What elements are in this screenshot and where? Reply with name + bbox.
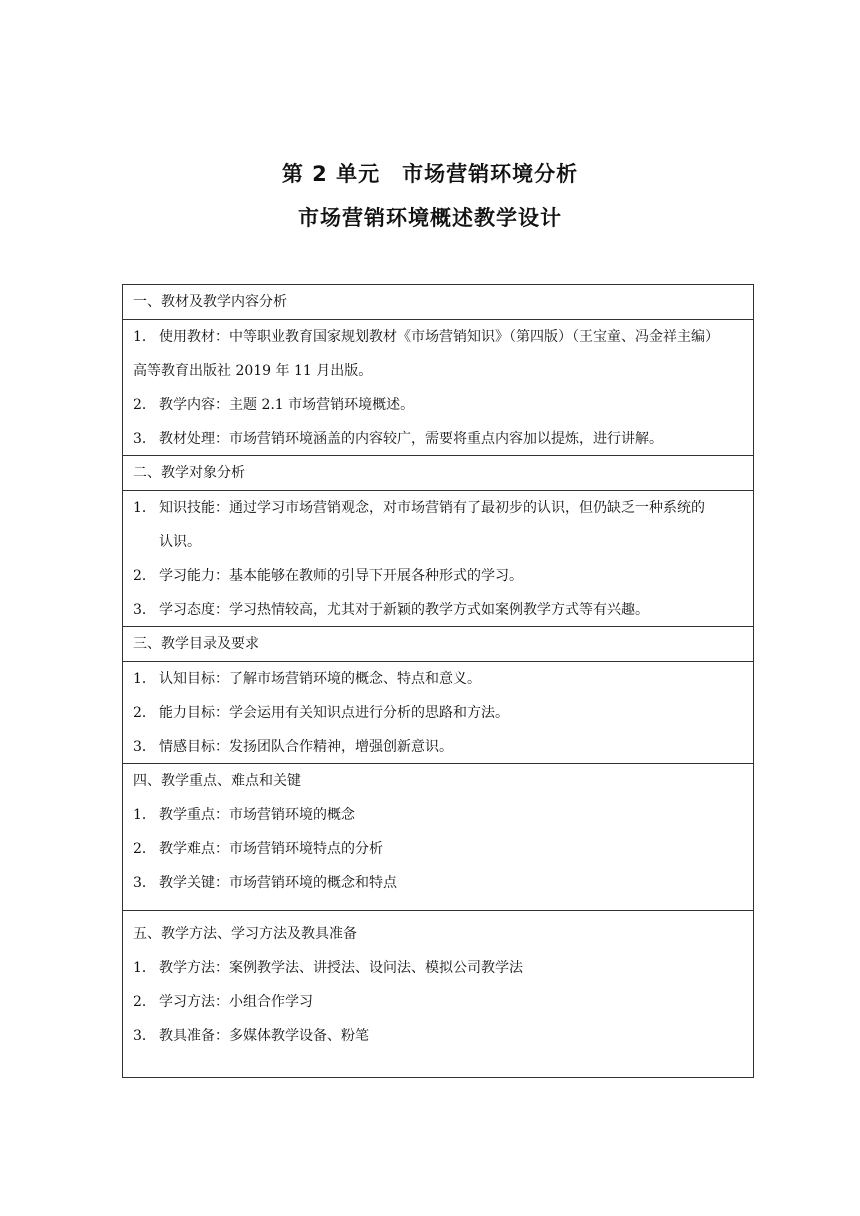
section-heading: 三、教学目录及要求 xyxy=(123,627,753,662)
list-item xyxy=(123,662,753,696)
item-number: 1． xyxy=(133,807,156,823)
list-item xyxy=(123,422,753,456)
item-number: 3． xyxy=(133,1028,156,1044)
item-text: 教学关键：市场营销环境的概念和特点 xyxy=(159,875,397,891)
item-text: 学习态度：学习热情较高，尤其对于新颖的教学方式如案例教学方式等有兴趣。 xyxy=(159,602,649,618)
list-item xyxy=(123,388,753,422)
list-item xyxy=(123,491,753,559)
item-text: 知识技能：通过学习市场营销观念，对市场营销有了最初步的认识，但仍缺乏一种系统的 xyxy=(159,500,705,516)
item-text: 能力目标：学会运用有关知识点进行分析的思路和方法。 xyxy=(159,705,509,721)
list-item xyxy=(123,866,753,900)
lesson-title: 市场营销环境概述教学设计 xyxy=(298,206,562,230)
section-student-analysis xyxy=(123,455,753,626)
list-item xyxy=(123,696,753,730)
section-key-points xyxy=(123,763,753,910)
item-text: 教材处理：市场营销环境涵盖的内容较广，需要将重点内容加以提炼，进行讲解。 xyxy=(159,431,663,447)
section-objectives xyxy=(123,626,753,763)
list-item xyxy=(123,1019,753,1053)
item-text: 认知目标：了解市场营销环境的概念、特点和意义。 xyxy=(159,671,481,687)
item-number: 2． xyxy=(133,705,156,721)
list-item xyxy=(123,593,753,627)
section-heading: 五、教学方法、学习方法及教具准备 xyxy=(133,926,357,942)
item-text: 教学方法：案例教学法、讲授法、设问法、模拟公司教学法 xyxy=(159,960,523,976)
item-number: 2． xyxy=(133,568,156,584)
item-number: 3． xyxy=(133,739,156,755)
item-text: 学习方法：小组合作学习 xyxy=(159,994,313,1010)
lesson-plan-table xyxy=(122,284,754,1078)
item-text: 教学难点：市场营销环境特点的分析 xyxy=(159,841,383,857)
item-continuation: 认识。 xyxy=(159,534,201,550)
item-number: 3． xyxy=(133,602,156,618)
section-heading: 一、教材及教学内容分析 xyxy=(123,285,753,320)
unit-title: 第 2 单元 市场营销环境分析 xyxy=(281,162,579,186)
list-item xyxy=(123,985,753,1019)
item-number: 2． xyxy=(133,841,156,857)
list-item xyxy=(123,730,753,764)
section-textbook-analysis xyxy=(123,285,753,455)
item-text: 学习能力：基本能够在教师的引导下开展各种形式的学习。 xyxy=(159,568,523,584)
list-item xyxy=(123,832,753,866)
item-continuation: 高等教育出版社 2019 年 11 月出版。 xyxy=(133,363,373,379)
item-number: 1． xyxy=(133,500,156,516)
item-text: 教学重点：市场营销环境的概念 xyxy=(159,807,355,823)
section-heading: 四、教学重点、难点和关键 xyxy=(133,773,301,789)
section-heading: 二、教学对象分析 xyxy=(123,456,753,491)
item-number: 1． xyxy=(133,329,156,345)
section-methods xyxy=(123,910,753,1077)
item-number: 2． xyxy=(133,994,156,1010)
list-item xyxy=(123,951,753,985)
item-text: 教学内容：主题 2.1 市场营销环境概述。 xyxy=(159,397,415,413)
list-item xyxy=(123,798,753,832)
item-number: 1． xyxy=(133,960,156,976)
item-number: 1． xyxy=(133,671,156,687)
item-text: 教具准备：多媒体教学设备、粉笔 xyxy=(159,1028,369,1044)
list-item xyxy=(123,320,753,354)
item-number: 3． xyxy=(133,431,156,447)
item-text: 情感目标：发扬团队合作精神，增强创新意识。 xyxy=(159,739,453,755)
item-text: 使用教材：中等职业教育国家规划教材《市场营销知识》（第四版）（王宝童、冯金祥主编） xyxy=(159,329,719,345)
item-number: 2． xyxy=(133,397,156,413)
item-number: 3． xyxy=(133,875,156,891)
list-item xyxy=(123,559,753,593)
